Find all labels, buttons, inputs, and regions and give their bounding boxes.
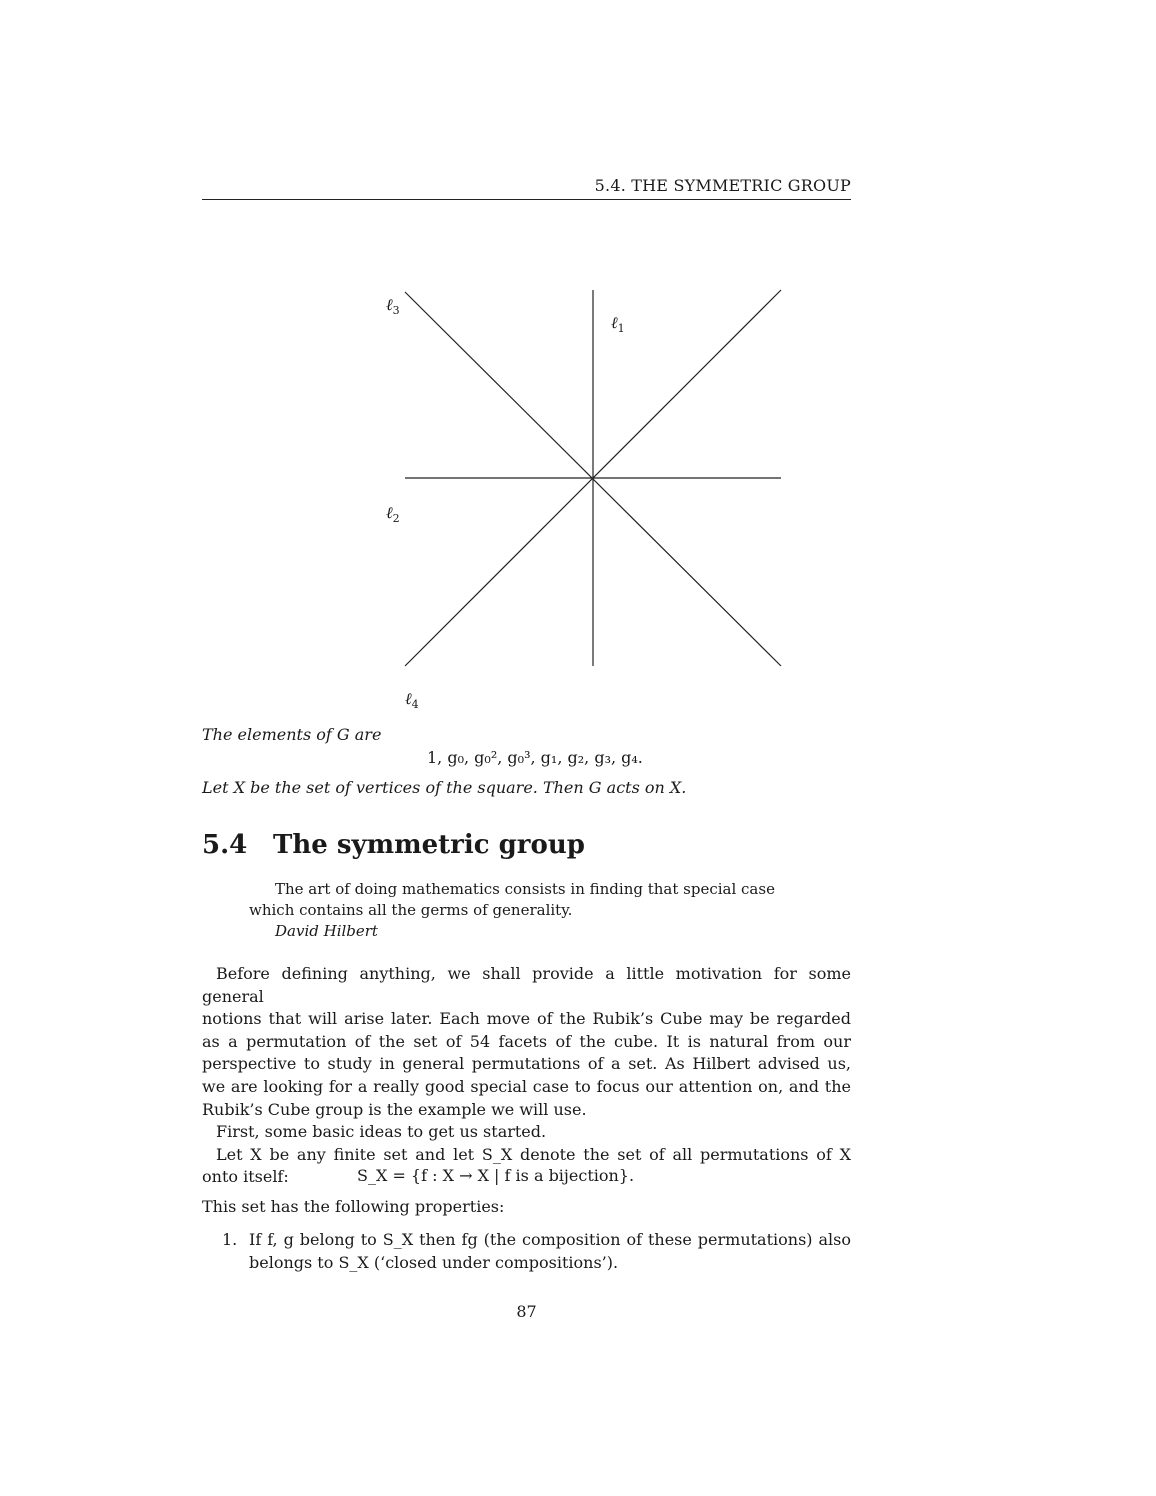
- elements-intro: The elements of G are: [202, 725, 382, 744]
- vertices-sentence: Let X be the set of vertices of the square. Then G acts on X.: [202, 778, 687, 797]
- section-heading: [202, 830, 585, 860]
- para1-line: as a permutation of the set of 54 facets of the cube. It is natural from our: [202, 1031, 851, 1051]
- label-l2: ℓ$_2$: [386, 503, 400, 525]
- list-marker: 1.: [222, 1230, 238, 1249]
- label-l3: ℓ$_3$: [386, 295, 400, 317]
- item1-line-1: If f, g belong to S_X then fg (the composition of these permutations) also: [249, 1230, 851, 1249]
- properties-intro: This set has the following properties:: [202, 1197, 505, 1216]
- header-rule: [202, 199, 851, 200]
- para3-line-2: onto itself:: [202, 1167, 289, 1187]
- para1-line: notions that will arise later. Each move of the Rubik’s Cube may be regarded: [202, 1009, 851, 1029]
- elements-list: 1, g₀, g₀², g₀³, g₁, g₂, g₃, g₄.: [427, 748, 643, 767]
- epigraph-line-1: The art of doing mathematics consists in finding that special case: [275, 880, 775, 898]
- para1-last-line: Rubik’s Cube group is the example we will use.: [202, 1099, 587, 1119]
- section-title: The symmetric group: [273, 830, 585, 860]
- page-number: 87: [516, 1302, 537, 1321]
- item1-line-2: belongs to S_X (‘closed under compositions’).: [249, 1252, 619, 1272]
- paragraph-motivation: [202, 963, 851, 1189]
- running-head: 5.4. THE SYMMETRIC GROUP: [594, 176, 851, 195]
- epigraph-author: David Hilbert: [275, 922, 378, 940]
- list-item: [222, 1229, 851, 1274]
- label-l4: ℓ$_4$: [405, 689, 419, 710]
- para3-line-1: Let X be any finite set and let S_X denote the set of all permutations of X: [216, 1144, 851, 1164]
- display-equation: S_X = {f : X → X | f is a bijection}.: [357, 1166, 635, 1185]
- para1-line: Before defining anything, we shall provide a little motivation for some general: [202, 964, 851, 1006]
- symmetry-lines-figure: [380, 280, 800, 710]
- para1-line: we are looking for a really good special case to focus our attention on, and the: [202, 1076, 851, 1096]
- epigraph-line-2: which contains all the germs of generality.: [249, 901, 573, 919]
- para1-line: perspective to study in general permutations of a set. As Hilbert advised us,: [202, 1054, 851, 1074]
- section-number: 5.4: [202, 830, 248, 860]
- paragraph-basic-ideas: First, some basic ideas to get us started.: [216, 1122, 547, 1142]
- label-l1: ℓ$_1$: [611, 313, 625, 335]
